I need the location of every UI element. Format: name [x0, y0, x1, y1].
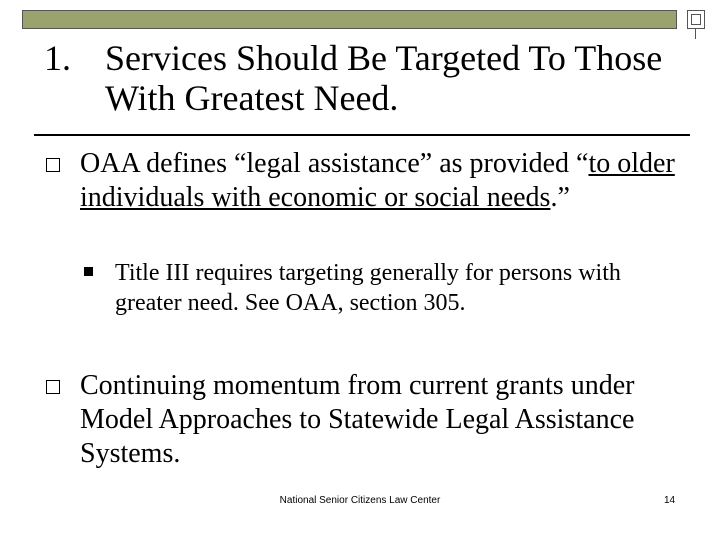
corner-decoration	[687, 10, 705, 29]
bullet-1-pre: OAA defines “legal assistance” as provided “	[80, 148, 589, 179]
bullet-1-post: .”	[550, 182, 570, 213]
title-text: Services Should Be Targeted To Those With Greatest Need.	[105, 38, 663, 118]
bullet-text-legal-assistance	[80, 147, 680, 215]
hollow-square-bullet-icon	[46, 158, 60, 172]
title-number: 1.	[44, 38, 71, 78]
bullet-1-underlined: to older individuals with economic or social needs	[80, 148, 675, 213]
hollow-square-bullet-icon	[46, 380, 60, 394]
bullet-text-title-iii: Title III requires targeting generally for persons with greater need. See OAA, section 305.	[115, 260, 621, 316]
bullet-text-continuing-momentum: Continuing momentum from current grants under Model Approaches to Statewide Legal Assistance Systems.	[80, 370, 635, 469]
title-divider	[34, 134, 690, 136]
filled-square-bullet-icon	[84, 267, 93, 276]
page-number: 14	[664, 495, 676, 506]
footer-org: National Senior Citizens Law Center	[279, 495, 441, 506]
header-decoration-bar	[22, 10, 677, 29]
